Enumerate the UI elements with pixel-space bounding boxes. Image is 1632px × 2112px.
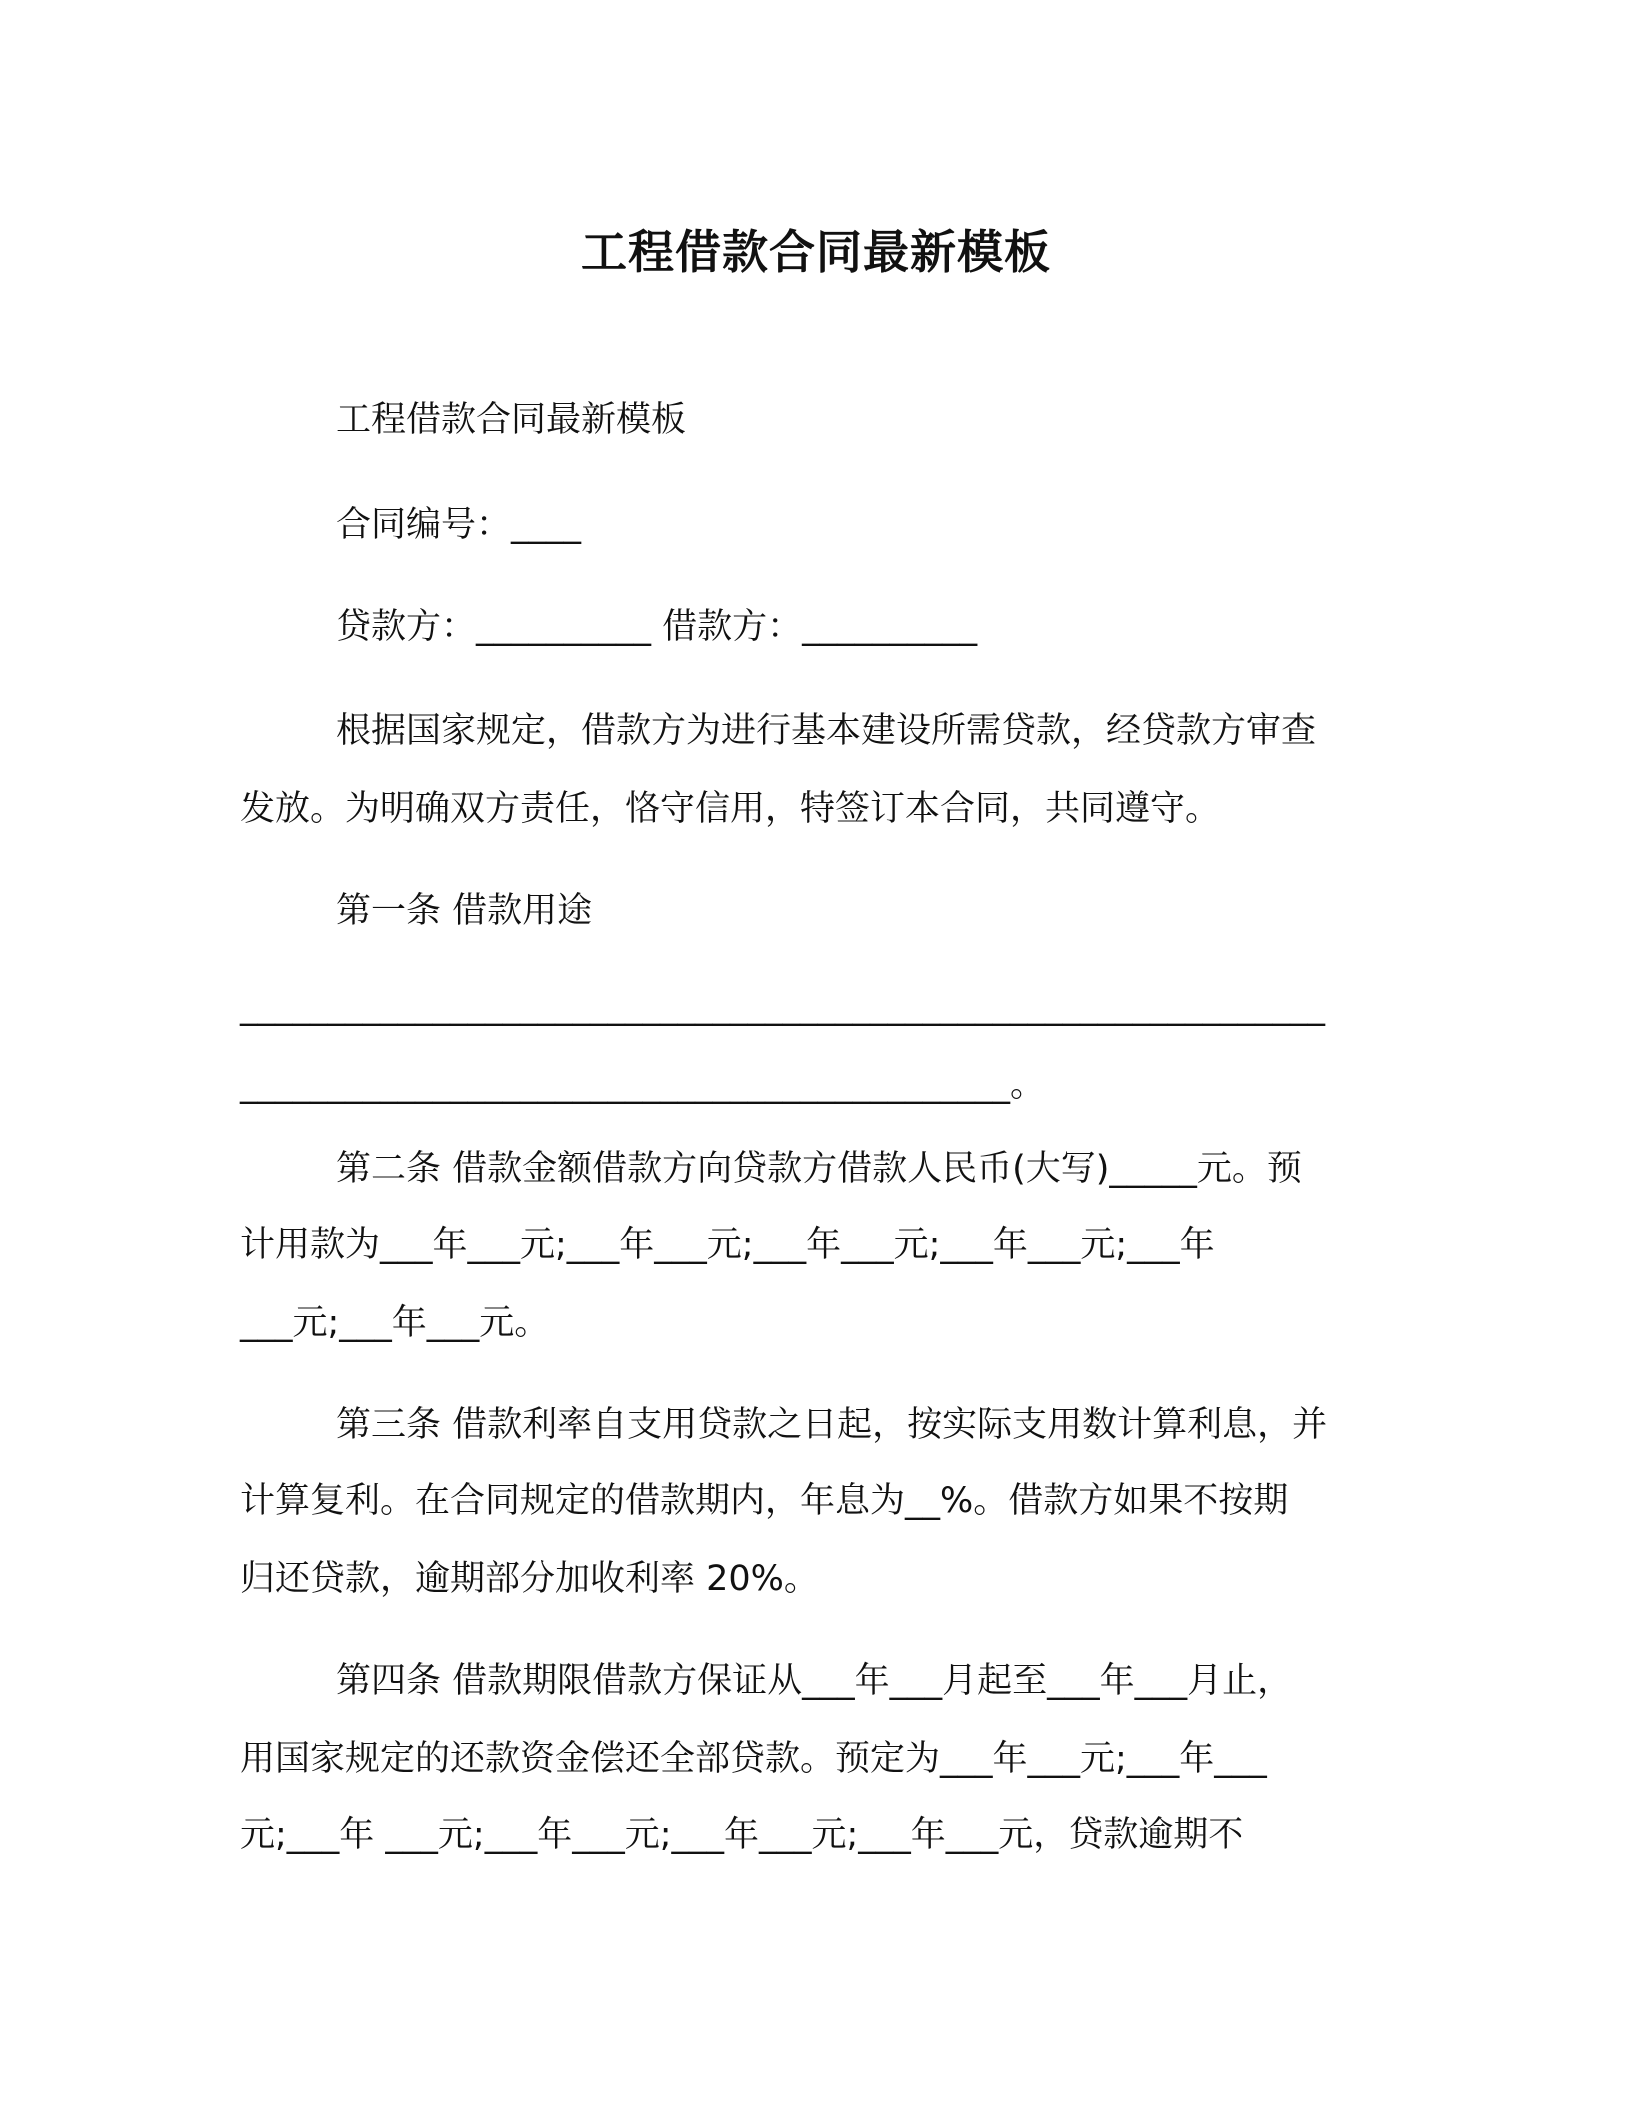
article-1-heading: 第一条 借款用途 [336,891,593,931]
article-2-line: ___元;___年___元。 [240,1303,550,1343]
article-3-line: 计算复利。在合同规定的借款期内，年息为__%。借款方如果不按期 [240,1481,1289,1521]
document-subtitle: 工程借款合同最新模板 [336,400,687,440]
article-4-line: 元;___年 ___元;___年___元;___年___元;___年___元，贷款逾期不 [240,1815,1244,1855]
intro-line: 根据国家规定，借款方为进行基本建设所需贷款，经贷款方审查 [336,711,1317,751]
parties-line: 贷款方：__________ 借款方：__________ [336,607,978,647]
intro-line: 发放。为明确双方责任，恪守信用，特签订本合同，共同遵守。 [240,789,1221,829]
article-4-line: 第四条 借款期限借款方保证从___年___月起至___年___月止， [336,1661,1293,1701]
article-2-line: 第二条 借款金额借款方向贷款方借款人民币(大写)_____元。预 [336,1149,1302,1189]
contract-number-line: 合同编号：____ [336,505,582,545]
article-1-blank-line: ____________________________________________。 [240,1065,1046,1105]
article-3-line: 第三条 借款利率自支用贷款之日起，按实际支用数计算利息，并 [336,1405,1328,1445]
article-2-line: 计用款为___年___元;___年___元;___年___元;___年___元;___年 [240,1225,1215,1265]
article-4-line: 用国家规定的还款资金偿还全部贷款。预定为___年___元;___年___ [240,1739,1267,1779]
article-3-line: 归还贷款，逾期部分加收利率 20%。 [240,1559,819,1599]
document-title: 工程借款合同最新模板 [581,225,1051,279]
article-1-blank-line: ______________________________________________________________ [240,987,1325,1027]
